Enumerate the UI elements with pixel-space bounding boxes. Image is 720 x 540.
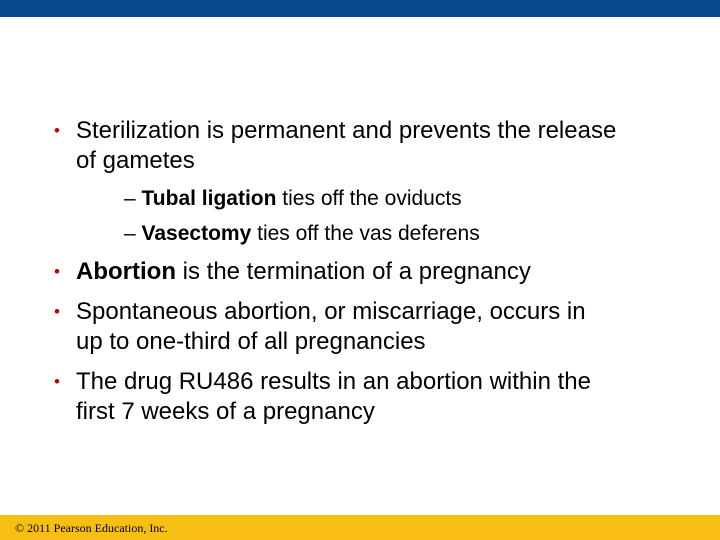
bullet-text — [76, 116, 716, 176]
bullet-text — [76, 257, 716, 287]
bullet-text — [76, 297, 716, 357]
subbullet-dash: – — [124, 222, 136, 245]
subbullet-vasectomy — [124, 221, 480, 247]
bullet-marker: • — [54, 262, 60, 281]
bullet-line: up to one-third of all pregnancies — [76, 328, 426, 355]
subbullet-term: Vasectomy — [141, 222, 252, 245]
bullet-line: Sterilization is permanent and prevents the release — [76, 117, 617, 144]
bullet-term: Abortion — [76, 258, 176, 285]
bullet-marker: • — [54, 121, 60, 140]
top-accent-bar — [0, 0, 720, 17]
bullet-line: first 7 weeks of a pregnancy — [76, 398, 375, 425]
bullet-line: The drug RU486 results in an abortion within the — [76, 368, 591, 395]
bullet-marker: • — [54, 302, 60, 321]
bullet-marker: • — [54, 372, 60, 391]
bullet-line: Spontaneous abortion, or miscarriage, occurs in — [76, 298, 586, 325]
subbullet-dash: – — [124, 187, 136, 210]
bullet-rest: is the termination of a pregnancy — [175, 258, 531, 285]
subbullet-tubal-ligation — [124, 186, 462, 212]
subbullet-rest: ties off the oviducts — [276, 187, 462, 210]
subbullet-term: Tubal ligation — [141, 187, 277, 210]
bullet-text — [76, 367, 716, 427]
copyright-notice: © 2011 Pearson Education, Inc. — [15, 521, 168, 535]
subbullet-rest: ties off the vas deferens — [251, 222, 480, 245]
bullet-line: of gametes — [76, 147, 195, 174]
